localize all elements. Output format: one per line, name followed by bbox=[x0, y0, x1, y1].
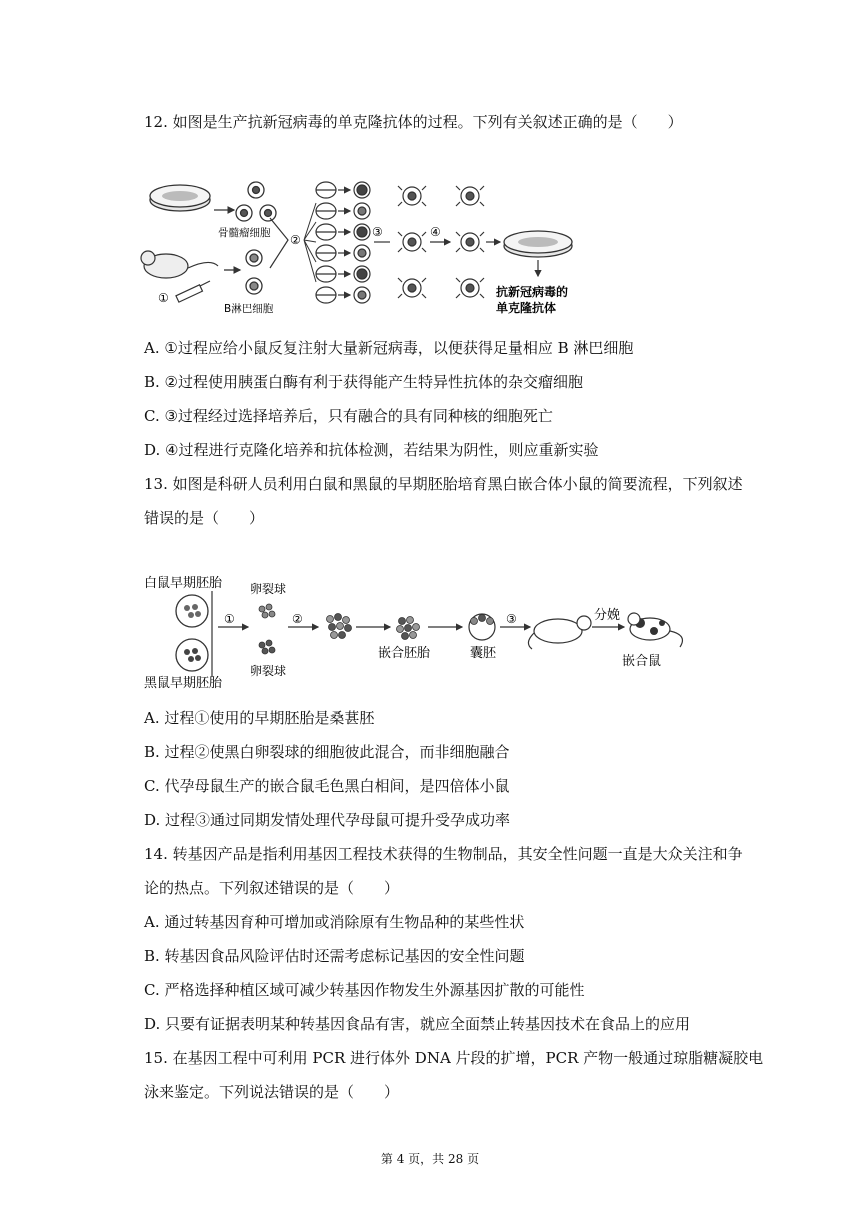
blastomere-bottom bbox=[259, 640, 275, 654]
q15-stem-line1: 15. 在基因工程中可利用 PCR 进行体外 DNA 片段的扩增，PCR 产物一般通过琼脂糖凝胶电 bbox=[144, 1049, 764, 1067]
q14-option-b: B. 转基因食品风险评估时还需考虑标记基因的安全性问题 bbox=[144, 947, 525, 965]
white-embryo-label: 白鼠早期胚胎 bbox=[144, 576, 223, 591]
b-cell-label: B淋巴细胞 bbox=[224, 303, 274, 315]
myeloma-label: 骨髓瘤细胞 bbox=[218, 227, 271, 239]
white-embryo bbox=[176, 595, 208, 627]
step3-marker: ③ bbox=[372, 225, 383, 239]
blastomere-top bbox=[259, 604, 275, 618]
q13-stem-line1: 13. 如图是科研人员利用白鼠和黑鼠的早期胚胎培育黑白嵌合体小鼠的简要流程，下列叙述 bbox=[144, 475, 743, 493]
birth-label: 分娩 bbox=[594, 608, 621, 623]
syringe-icon bbox=[176, 281, 210, 302]
antibody-cells-column-2 bbox=[456, 186, 484, 298]
chimeric-mouse-icon bbox=[628, 613, 682, 647]
product-label-line2: 单克隆抗体 bbox=[496, 301, 557, 315]
q14-option-d: D. 只要有证据表明某种转基因食品有害，就应全面禁止转基因技术在食品上的应用 bbox=[144, 1015, 691, 1033]
q13-option-b: B. 过程②使黑白卵裂球的细胞彼此混合，而非细胞融合 bbox=[144, 743, 510, 761]
q13-step1-marker: ① bbox=[224, 612, 235, 626]
q13-option-d: D. 过程③通过同期发情处理代孕母鼠可提升受孕成功率 bbox=[144, 811, 511, 829]
q12-option-b: B. ②过程使用胰蛋白酶有利于获得能产生特异性抗体的杂交瘤细胞 bbox=[144, 373, 584, 391]
q13-stem-line2: 错误的是（ ） bbox=[144, 509, 265, 527]
q13-step2-marker: ② bbox=[292, 612, 303, 626]
q12-option-c: C. ③过程经过选择培养后，只有融合的具有同种核的细胞死亡 bbox=[144, 407, 553, 425]
q13-option-a: A. 过程①使用的早期胚胎是桑葚胚 bbox=[144, 709, 375, 727]
q12-stem: 12. 如图是生产抗新冠病毒的单克隆抗体的过程。下列有关叙述正确的是（ ） bbox=[144, 113, 683, 131]
page-footer: 第 4 页，共 28 页 bbox=[380, 1152, 480, 1166]
petri-dish-icon bbox=[150, 185, 210, 211]
b-lymphocyte-cells bbox=[246, 250, 262, 294]
myeloma-cells bbox=[236, 182, 276, 221]
blastomere-bottom-label: 卵裂球 bbox=[250, 664, 287, 678]
mixed-cells bbox=[327, 614, 352, 639]
q13-chimeric-mouse-figure bbox=[140, 573, 700, 693]
q12-option-a: A. ①过程应给小鼠反复注射大量新冠病毒，以便获得足量相应 B 淋巴细胞 bbox=[144, 339, 634, 357]
blastocyst bbox=[469, 614, 495, 640]
q13-step3-marker: ③ bbox=[506, 612, 517, 626]
q14-stem-line2: 论的热点。下列叙述错误的是（ ） bbox=[144, 879, 400, 897]
product-dish-icon bbox=[504, 231, 572, 257]
step2-marker: ② bbox=[290, 233, 301, 247]
q15-stem-line2: 泳来鉴定。下列说法错误的是（ ） bbox=[144, 1083, 400, 1101]
q13-option-c: C. 代孕母鼠生产的嵌合鼠毛色黑白相间，是四倍体小鼠 bbox=[144, 777, 510, 795]
q12-option-d: D. ④过程进行克隆化培养和抗体检测，若结果为阴性，则应重新实验 bbox=[144, 441, 599, 459]
step4-marker: ④ bbox=[430, 225, 441, 239]
hybrid-cells-column bbox=[354, 182, 370, 303]
black-embryo-label: 黑鼠早期胚胎 bbox=[144, 676, 223, 691]
fused-cells-column bbox=[316, 182, 336, 303]
q14-option-a: A. 通过转基因育种可增加或消除原有生物品种的某些性状 bbox=[144, 913, 525, 931]
mouse-icon bbox=[141, 251, 218, 278]
q14-stem-line1: 14. 转基因产品是指利用基因工程技术获得的生物制品，其安全性问题一直是大众关注和争 bbox=[144, 845, 743, 863]
blastocyst-label: 囊胚 bbox=[470, 646, 497, 661]
chimeric-embryo-label: 嵌合胚胎 bbox=[378, 646, 431, 661]
surrogate-mouse-icon bbox=[528, 616, 591, 649]
step1-marker: ① bbox=[158, 291, 169, 305]
chimeric-mouse-label: 嵌合鼠 bbox=[622, 654, 662, 669]
q14-option-c: C. 严格选择种植区域可减少转基因作物发生外源基因扩散的可能性 bbox=[144, 981, 585, 999]
q12-monoclonal-antibody-figure bbox=[140, 178, 600, 328]
chimeric-embryo bbox=[397, 617, 420, 640]
product-label-line1: 抗新冠病毒的 bbox=[496, 285, 569, 299]
blastomere-top-label: 卵裂球 bbox=[250, 582, 287, 596]
black-embryo bbox=[176, 639, 208, 671]
antibody-cells-column-1 bbox=[398, 186, 426, 298]
